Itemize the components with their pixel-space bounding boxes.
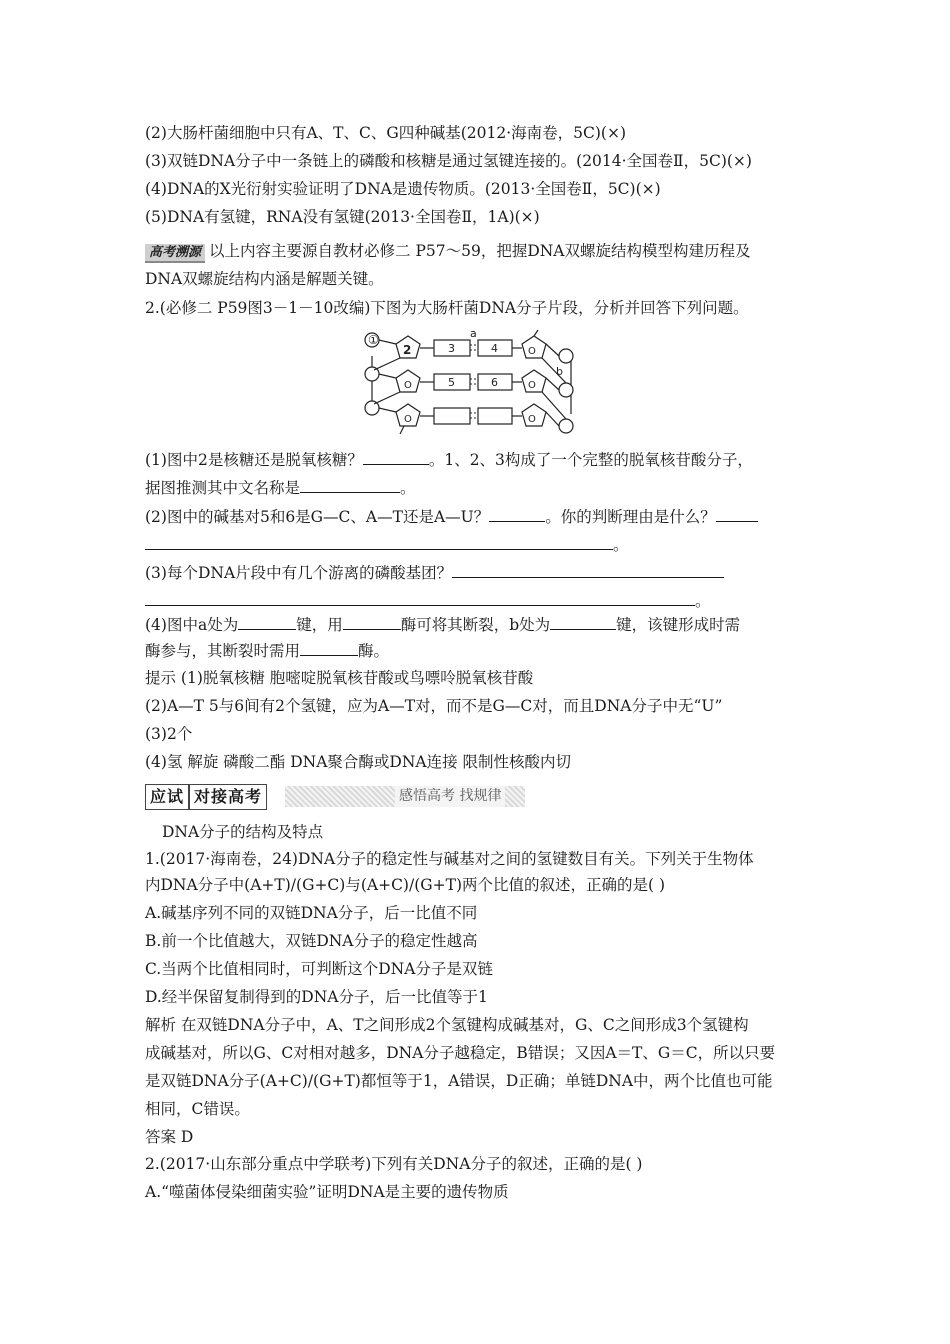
answer-blank[interactable] xyxy=(363,448,429,465)
diagram-label-a: a xyxy=(470,328,477,340)
hint-line: (4)氢 解旋 磷酸二酯 DNA聚合酶或DNA连接 限制性核酸内切 xyxy=(145,753,572,771)
hint-line: (3)2个 xyxy=(145,725,193,743)
q2-part-4-line-1 xyxy=(145,613,740,636)
answer-blank[interactable] xyxy=(145,533,613,550)
banner-right: 对接高考 xyxy=(189,784,267,810)
q2b-line: 2.(2017·山东部分重点中学联考)下列有关DNA分子的叙述，正确的是( ) xyxy=(145,1155,643,1173)
source-line-2: DNA双螺旋结构内涵是解题关键。 xyxy=(145,270,384,288)
svg-text:O: O xyxy=(528,414,536,425)
answer-blank[interactable] xyxy=(145,589,695,606)
answer-blank[interactable] xyxy=(300,639,358,656)
review-item: (3)双链DNA分子中一条链上的磷酸和核糖是通过氢键连接的。(2014·全国卷Ⅱ，5C)(×) xyxy=(145,152,752,170)
q2-part-3-line-1 xyxy=(145,561,724,584)
analysis-line: 是双链DNA分子(A+C)/(G+T)都恒等于1，A错误，D正确；单链DNA中，两个比值也可能 xyxy=(145,1072,773,1090)
answer-blank[interactable] xyxy=(343,613,401,630)
topic-heading: DNA分子的结构及特点 xyxy=(162,823,324,841)
question-2-intro: 2.(必修二 P59图3－1－10改编)下图为大肠杆菌DNA分子片段，分析并回答下列问题。 xyxy=(145,299,749,317)
q2-p2-text-a: (2)图中的碱基对5和6是G—C、A—T还是A—U？ xyxy=(145,508,490,526)
phosphate-circle xyxy=(559,383,573,397)
q1-line: 内DNA分子中(A+T)/(G+C)与(A+C)/(G+T)两个比值的叙述，正确的是( ) xyxy=(145,876,666,894)
analysis-line: 相同，C错误。 xyxy=(145,1100,250,1118)
answer-blank[interactable] xyxy=(452,561,724,578)
svg-text:O: O xyxy=(528,346,536,357)
answer-blank[interactable] xyxy=(238,613,296,630)
section-banner xyxy=(145,784,525,810)
q2-p4-text-a: (4)图中a处为 xyxy=(145,616,239,634)
diagram-base-6: 6 xyxy=(491,376,498,389)
diagram-label-1: ① xyxy=(368,333,379,347)
dna-diagram xyxy=(360,328,585,440)
q2-part-2-line-1 xyxy=(145,505,758,528)
q2b-option-a: A.“噬菌体侵染细菌实验”证明DNA是主要的遗传物质 xyxy=(145,1183,509,1201)
q2-p4-text-e: 酶参与，其断裂时需用 xyxy=(145,642,301,660)
q1-option-d: D.经半保留复制得到的DNA分子，后一比值等于1 xyxy=(145,988,488,1006)
banner-left: 应试 xyxy=(145,784,189,810)
q2-part-1-line-1 xyxy=(145,448,753,471)
q1-option-c: C.当两个比值相同时，可判断这个DNA分子是双链 xyxy=(145,960,493,978)
diagram-label-b: b xyxy=(556,365,563,378)
answer-blank[interactable] xyxy=(489,505,545,522)
q2-p4-text-d: 键，该键形成时需 xyxy=(616,616,741,634)
q2-p2-text-b: 。你的判断理由是什么？ xyxy=(545,508,716,526)
analysis-line: 解析 在双链DNA分子中，A、T之间形成2个氢键构成碱基对，G、C之间形成3个氢键构 xyxy=(145,1016,749,1034)
hint-line: 提示 (1)脱氧核糖 胞嘧啶脱氧核苷酸或鸟嘌呤脱氧核苷酸 xyxy=(145,669,534,687)
q1-line: 1.(2017·海南卷，24)DNA分子的稳定性与碱基对之间的氢键数目有关。下列关于生物体 xyxy=(145,850,754,868)
diagram-base-3: 3 xyxy=(448,342,455,355)
source-tag: 高考溯源 xyxy=(145,244,205,263)
answer-blank[interactable] xyxy=(300,476,400,493)
base-box xyxy=(434,408,470,424)
q2-p3-end: 。 xyxy=(695,592,711,610)
q2-part-4-line-2 xyxy=(145,639,389,662)
q2-p1-text-c: 据图推测其中文名称是 xyxy=(145,479,301,497)
svg-text:O: O xyxy=(404,414,412,425)
phosphate-circle xyxy=(559,419,573,433)
diagram-base-4: 4 xyxy=(491,342,498,355)
q2-p1-text-b: 。1、2、3构成了一个完整的脱氧核苷酸分子， xyxy=(428,451,753,469)
answer-blank[interactable] xyxy=(716,505,758,522)
q2-p2-end: 。 xyxy=(613,536,629,554)
answer-blank[interactable] xyxy=(550,613,616,630)
answer-line: 答案 D xyxy=(145,1128,194,1146)
banner-slogan: 感悟高考 找规律 xyxy=(395,786,505,807)
base-box xyxy=(478,408,512,424)
q2-p4-text-b: 键，用 xyxy=(296,616,343,634)
review-item: (2)大肠杆菌细胞中只有A、T、C、G四种碱基(2012·海南卷，5C)(×) xyxy=(145,124,627,142)
q2-part-1-line-2 xyxy=(145,476,416,499)
svg-text:O: O xyxy=(528,380,536,391)
q2-p4-text-c: 酶可将其断裂，b处为 xyxy=(400,616,551,634)
source-text-1: 以上内容主要源自教材必修二 P57～59，把握DNA双螺旋结构模型构建历程及 xyxy=(209,242,751,260)
q2-p1-text-a: (1)图中2是核糖还是脱氧核糖？ xyxy=(145,451,363,469)
analysis-line: 成碱基对，所以G、C对相对越多，DNA分子越稳定，B错误；又因A＝T、G＝C，所以只要 xyxy=(145,1044,776,1062)
diagram-base-5: 5 xyxy=(448,376,455,389)
diagram-label-2: 2 xyxy=(403,343,412,357)
q2-part-3-line-2 xyxy=(145,589,711,612)
q1-option-b: B.前一个比值越大，双链DNA分子的稳定性越高 xyxy=(145,932,478,950)
review-item: (4)DNA的X光衍射实验证明了DNA是遗传物质。(2013·全国卷Ⅱ，5C)(×) xyxy=(145,180,661,198)
source-line-1 xyxy=(145,240,751,263)
q2-part-2-line-2 xyxy=(145,533,629,556)
q1-option-a: A.碱基序列不同的双链DNA分子，后一比值不同 xyxy=(145,904,478,922)
phosphate-circle xyxy=(559,349,573,363)
hint-line: (2)A—T 5与6间有2个氢键，应为A—T对，而不是G—C对，而且DNA分子中无“U” xyxy=(145,697,723,715)
svg-text:O: O xyxy=(404,380,412,391)
q2-p3-text-a: (3)每个DNA片段中有几个游离的磷酸基团？ xyxy=(145,564,453,582)
q2-p1-text-d: 。 xyxy=(400,479,416,497)
review-item: (5)DNA有氢键，RNA没有氢键(2013·全国卷Ⅱ，1A)(×) xyxy=(145,208,540,226)
q2-p4-text-f: 酶。 xyxy=(358,642,390,660)
